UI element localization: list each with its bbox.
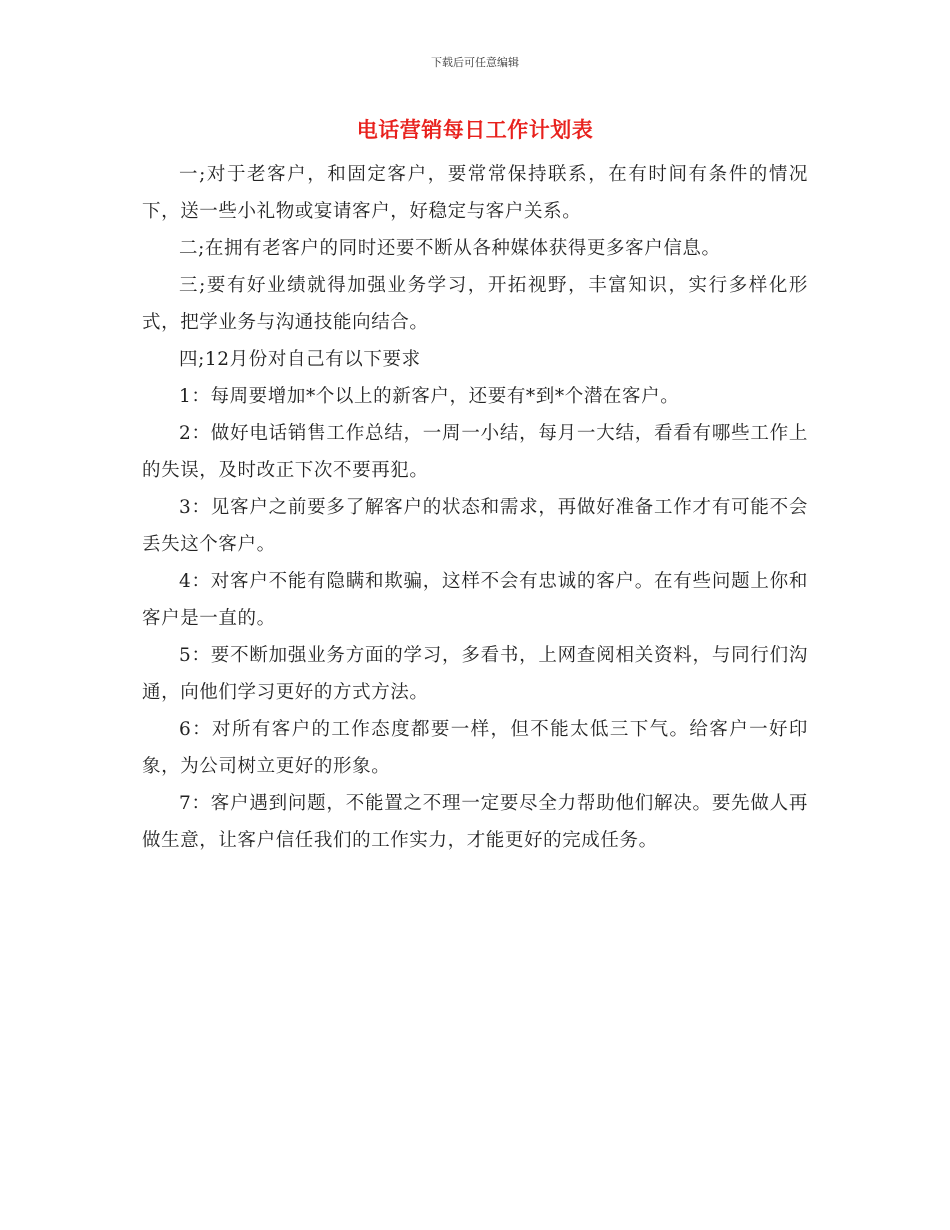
paragraph: 2：做好电话销售工作总结，一周一小结，每月一大结，看看有哪些工作上的失误，及时改正下次不要再犯。	[142, 423, 808, 481]
paragraph: 三;要有好业绩就得加强业务学习，开拓视野，丰富知识，实行多样化形式，把学业务与沟通技能向结合。	[142, 275, 808, 333]
paragraph: 6：对所有客户的工作态度都要一样，但不能太低三下气。给客户一好印象，为公司树立更好的形象。	[142, 719, 808, 777]
paragraph: 二;在拥有老客户的同时还要不断从各种媒体获得更多客户信息。	[179, 238, 721, 259]
paragraph: 四;12月份对自己有以下要求	[179, 349, 421, 370]
document-title: 电话营销每日工作计划表	[356, 118, 594, 142]
document-body	[142, 156, 808, 859]
header-note: 下载后可任意编辑	[431, 56, 519, 69]
paragraph: 3：见客户之前要多了解客户的状态和需求，再做好准备工作才有可能不会丢失这个客户。	[142, 497, 808, 555]
paragraph: 4：对客户不能有隐瞒和欺骗，这样不会有忠诚的客户。在有些问题上你和客户是一直的。	[142, 571, 808, 629]
paragraph: 7：客户遇到问题，不能置之不理一定要尽全力帮助他们解决。要先做人再做生意，让客户信任我们的工作实力，才能更好的完成任务。	[142, 793, 808, 851]
paragraph: 1：每周要增加*个以上的新客户，还要有*到*个潜在客户。	[179, 386, 680, 407]
paragraph: 5：要不断加强业务方面的学习，多看书，上网查阅相关资料，与同行们沟通，向他们学习更好的方式方法。	[142, 645, 808, 703]
paragraph: 一;对于老客户，和固定客户，要常常保持联系，在有时间有条件的情况下，送一些小礼物或宴请客户，好稳定与客户关系。	[142, 164, 808, 222]
